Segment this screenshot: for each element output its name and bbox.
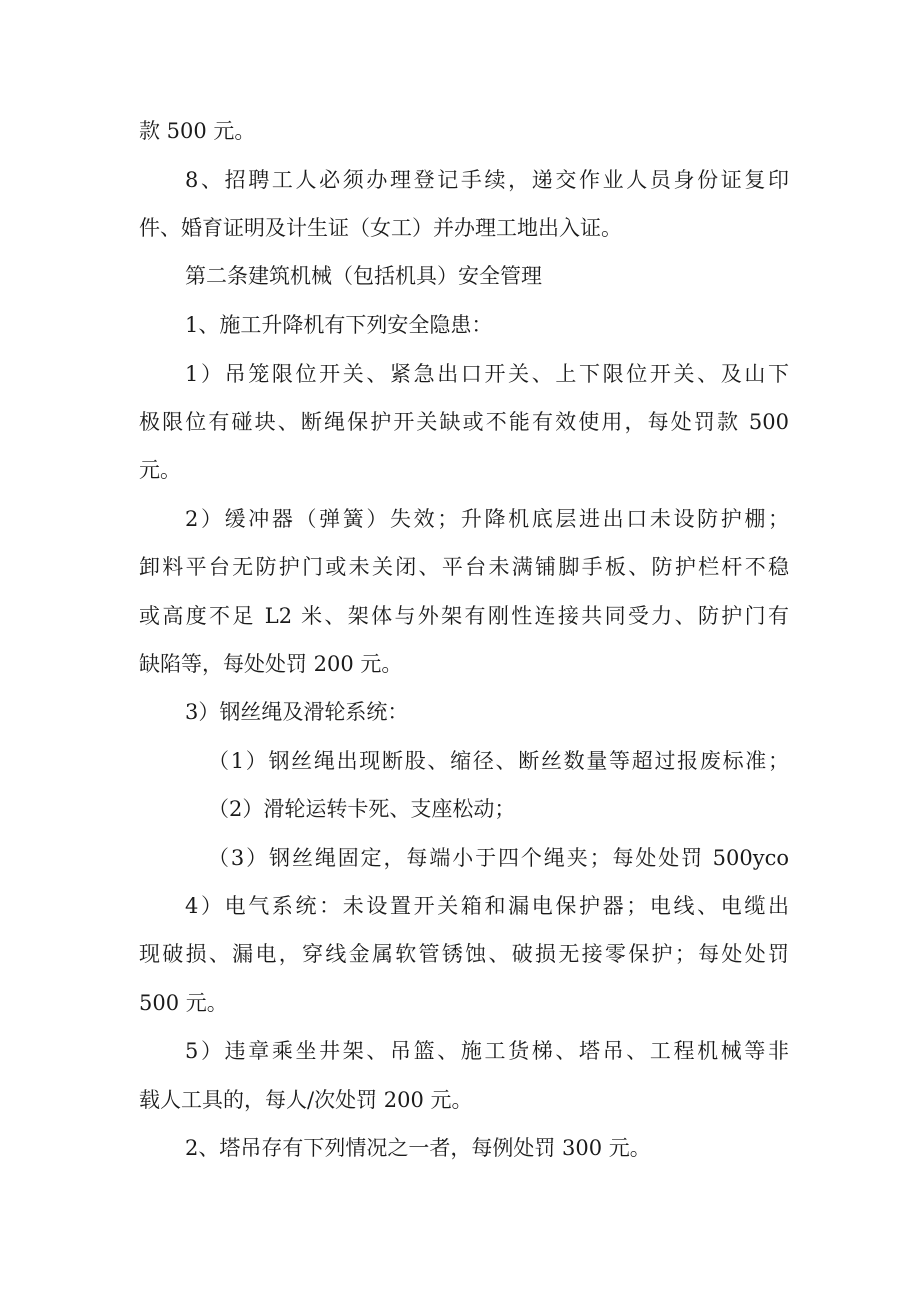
- text-line: 载人工具的，每人/次处罚 200 元。: [139, 1088, 473, 1112]
- text-line: 元。: [139, 458, 181, 482]
- text-line: 1）吊笼限位开关、紧急出口开关、上下限位开关、及山下: [185, 362, 789, 386]
- text-line: 2）缓冲器（弹簧）失效；升降机底层进出口未设防护棚；: [185, 507, 789, 531]
- text-line: 4）电气系统：未设置开关箱和漏电保护器；电线、电缆出: [185, 894, 789, 918]
- text-line: 卸料平台无防护门或未关闭、平台未满铺脚手板、防护栏杆不稳: [139, 555, 789, 579]
- text-line: 8、招聘工人必须办理登记手续，递交作业人员身份证复印: [185, 168, 789, 192]
- section-heading: 第二条建筑机械（包括机具）安全管理: [185, 264, 542, 288]
- list-item: （3）钢丝绳固定，每端小于四个绳夹；每处处罚 500yco: [208, 846, 789, 870]
- text-line: 500 元。: [139, 991, 228, 1015]
- text-line: 或高度不足 L2 米、架体与外架有刚性连接共同受力、防护门有: [139, 604, 789, 628]
- list-item: （2）滑轮运转卡死、支座松动；: [208, 797, 516, 821]
- text-line: 件、婚育证明及计生证（女工）并办理工地出入证。: [139, 216, 622, 240]
- text-line: 1、施工升降机有下列安全隐患：: [185, 313, 493, 337]
- text-line: 款 500 元。: [139, 119, 256, 143]
- text-line: 3）钢丝绳及滑轮系统：: [185, 700, 409, 724]
- text-line: 缺陷等，每处处罚 200 元。: [139, 652, 403, 676]
- text-line: 现破损、漏电，穿线金属软管锈蚀、破损无接零保护；每处处罚: [139, 942, 789, 966]
- text-line: 2、塔吊存有下列情况之一者，每例处罚 300 元。: [185, 1136, 651, 1160]
- list-item: （1）钢丝绳出现断股、缩径、断丝数量等超过报废标准；: [208, 749, 789, 773]
- text-line: 极限位有碰块、断绳保护开关缺或不能有效使用，每处罚款 500: [139, 410, 789, 434]
- text-line: 5）违章乘坐井架、吊篮、施工货梯、塔吊、工程机械等非: [185, 1039, 789, 1063]
